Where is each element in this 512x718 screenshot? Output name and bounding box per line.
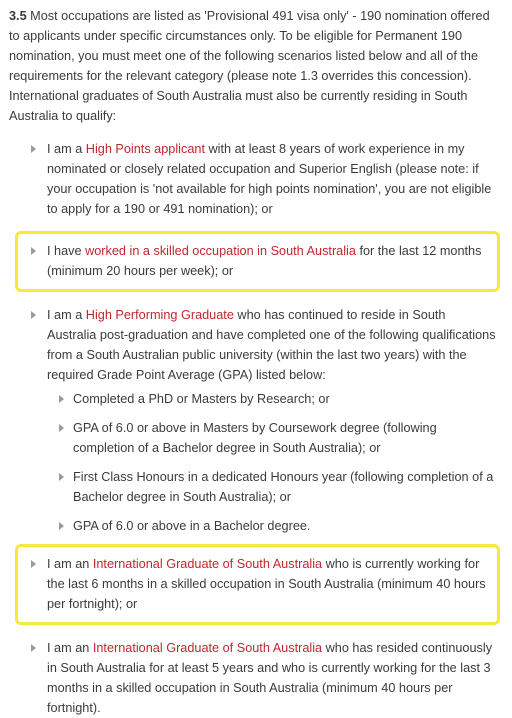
triangle-bullet-icon [31, 311, 36, 319]
section-number: 3.5 [9, 9, 27, 23]
sub-list-item [9, 418, 496, 458]
sub-item-text: Completed a PhD or Masters by Research; or [73, 392, 330, 406]
triangle-bullet-icon [59, 522, 64, 530]
scenario-high-performing-graduate [9, 305, 496, 385]
scenario-text: with at least 8 years of work experience in my nominated or closely related occupation and Superior English (please note: if your occupation is 'not available for high points nomination', you are not eligible to apply for a 190 or 491 nomination); or [47, 142, 492, 216]
triangle-bullet-icon [59, 473, 64, 481]
sub-item-text: GPA of 6.0 or above in a Bachelor degree. [73, 519, 311, 533]
intro-paragraph [9, 6, 496, 126]
sub-item-text: GPA of 6.0 or above in Masters by Coursework degree (following completion of a Bachelor degree in South Australia); or [73, 421, 437, 455]
sub-item-text: First Class Honours in a dedicated Honours year (following completion of a Bachelor degree in South Australia); or [73, 470, 494, 504]
scenario-text: who has continued to reside in South Australia post-graduation and have completed one of the following qualifications from a South Australian public university (within the last two years) with the required Grade Point Average (GPA) listed below: [47, 308, 496, 382]
scenario-text: for the last 12 months (minimum 20 hours per week); or [47, 244, 482, 278]
triangle-bullet-icon [59, 395, 64, 403]
triangle-bullet-icon [31, 560, 36, 568]
scenario-text: I am an [47, 557, 93, 571]
scenario-text: I am a [47, 308, 86, 322]
scenario-text: who has resided continuously in South Australia for at least 5 years and who is currently working for the last 3 months in a skilled occupation in South Australia (minimum 40 hours per fortnight). [47, 641, 493, 715]
sub-list-item [9, 389, 496, 409]
high-points-applicant-link[interactable]: High Points applicant [85, 142, 205, 156]
sub-list-item [9, 467, 496, 507]
scenario-text: I am an [47, 641, 93, 655]
international-graduate-link[interactable]: International Graduate of South Australia [92, 641, 323, 655]
international-graduate-link[interactable]: International Graduate of South Australia [92, 557, 323, 571]
scenario-high-points [9, 139, 496, 219]
highlight-box [15, 231, 500, 292]
high-performing-graduate-link[interactable]: High Performing Graduate [85, 308, 234, 322]
scenario-text: I have [47, 244, 86, 258]
scenario-skilled-work [18, 241, 489, 281]
triangle-bullet-icon [59, 424, 64, 432]
triangle-bullet-icon [31, 644, 36, 652]
skilled-occupation-link[interactable]: worked in a skilled occupation in South Australia [85, 244, 356, 258]
sub-list-item [9, 516, 496, 536]
scenario-international-graduate-working [18, 554, 489, 614]
scenario-international-graduate-resided [9, 638, 496, 718]
intro-text: Most occupations are listed as 'Provisional 491 visa only' - 190 nomination offered to applicants under specific circumstances only. To be eligible for Permanent 190 nomination, you must meet one of the following scenarios listed below and all of the requirements for the relevant category (please note 1.3 overrides this concession). International graduates of South Australia must also be currently residing in South Australia to qualify: [9, 9, 490, 123]
highlight-box [15, 544, 500, 625]
scenario-text: who is currently working for the last 6 months in a skilled occupation in South Australia (minimum 40 hours per fortnight); or [47, 557, 486, 611]
triangle-bullet-icon [31, 145, 36, 153]
triangle-bullet-icon [31, 247, 36, 255]
scenario-text: I am a [47, 142, 86, 156]
